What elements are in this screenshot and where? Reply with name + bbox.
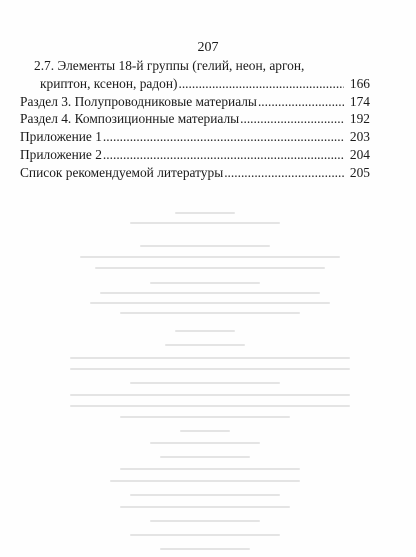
toc-entry-appendix-1 [20, 128, 370, 146]
toc-entry-title: Приложение 1 [20, 129, 102, 145]
page-number: 207 [197, 40, 219, 55]
toc-entry-section-3 [20, 93, 370, 111]
toc-entry-line [20, 57, 370, 75]
toc-entry-page: 192 [349, 111, 370, 127]
toc-entry-title: Раздел 4. Композиционные материалы [20, 111, 240, 127]
toc-entry-title-line-2: криптон, ксенон, радон) [40, 75, 178, 91]
toc-leader-dots [240, 110, 344, 128]
toc-entry-title: Раздел 3. Полупроводниковые материалы [20, 93, 257, 109]
toc-entry-page: 174 [349, 93, 370, 109]
toc-entry-appendix-2 [20, 146, 370, 164]
toc-entry-bibliography [20, 164, 370, 182]
toc-leader-dots [258, 93, 344, 111]
toc-entry-title-line-1: 2.7. Элементы 18-й группы (гелий, неон, аргон, [34, 58, 305, 73]
toc-entry-section-4 [20, 110, 370, 128]
toc-leader-dots [103, 128, 344, 146]
toc-entry-page: 166 [349, 75, 370, 91]
toc-entry-page: 205 [349, 164, 370, 180]
toc-entry-section-2-7 [20, 57, 370, 93]
toc-entry-line [20, 75, 370, 93]
toc-leader-dots [178, 75, 344, 93]
toc-entry-page: 204 [349, 146, 370, 162]
toc-entry-title: Список рекомендуемой литературы [20, 164, 224, 180]
toc-leader-dots [103, 146, 344, 164]
table-of-contents [20, 57, 370, 182]
toc-entry-title: Приложение 2 [20, 146, 102, 162]
toc-entry-page: 203 [349, 129, 370, 145]
toc-leader-dots [224, 164, 344, 182]
